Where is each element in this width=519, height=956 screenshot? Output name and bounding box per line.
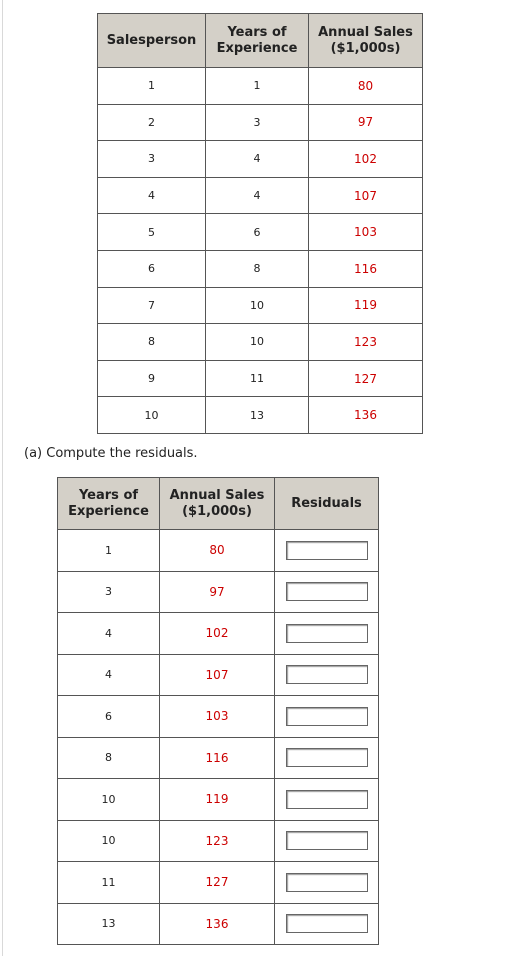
salesperson-cell: 8 <box>98 324 206 361</box>
table-row <box>58 696 379 738</box>
sales-cell: 123 <box>309 324 423 361</box>
residual-input[interactable] <box>286 541 368 560</box>
residuals-table <box>57 477 379 945</box>
sales-data-table <box>97 13 423 434</box>
residual-cell <box>275 654 379 696</box>
table-row <box>98 287 423 324</box>
years-cell: 8 <box>206 250 309 287</box>
sales-cell: 123 <box>160 820 275 862</box>
sales-cell: 116 <box>160 737 275 779</box>
sales-cell: 107 <box>160 654 275 696</box>
header-residuals: Residuals <box>275 478 379 530</box>
sales-cell: 97 <box>160 571 275 613</box>
table-row <box>98 177 423 214</box>
salesperson-cell: 7 <box>98 287 206 324</box>
table-row <box>58 571 379 613</box>
years-cell: 6 <box>58 696 160 738</box>
years-cell: 11 <box>206 360 309 397</box>
salesperson-cell: 3 <box>98 141 206 178</box>
salesperson-cell: 9 <box>98 360 206 397</box>
residual-input[interactable] <box>286 748 368 767</box>
table-row <box>58 903 379 945</box>
sales-cell: 97 <box>309 104 423 141</box>
salesperson-cell: 5 <box>98 214 206 251</box>
sales-cell: 107 <box>309 177 423 214</box>
years-cell: 1 <box>206 68 309 105</box>
sales-cell: 80 <box>309 68 423 105</box>
residual-input[interactable] <box>286 665 368 684</box>
residual-input[interactable] <box>286 624 368 643</box>
years-cell: 13 <box>206 397 309 434</box>
table-row <box>98 141 423 178</box>
sales-cell: 127 <box>309 360 423 397</box>
residual-cell <box>275 820 379 862</box>
years-cell: 3 <box>58 571 160 613</box>
years-cell: 1 <box>58 530 160 572</box>
sales-cell: 127 <box>160 862 275 904</box>
table-row <box>58 613 379 655</box>
sales-cell: 119 <box>309 287 423 324</box>
years-cell: 6 <box>206 214 309 251</box>
header-years-experience: Years of Experience <box>206 14 309 68</box>
years-cell: 10 <box>58 820 160 862</box>
years-cell: 4 <box>206 141 309 178</box>
residual-cell <box>275 530 379 572</box>
residual-cell <box>275 613 379 655</box>
header-annual-sales: Annual Sales ($1,000s) <box>160 478 275 530</box>
residual-input[interactable] <box>286 831 368 850</box>
sales-cell: 119 <box>160 779 275 821</box>
years-cell: 4 <box>58 613 160 655</box>
years-cell: 4 <box>58 654 160 696</box>
table-row <box>98 68 423 105</box>
table-row <box>98 250 423 287</box>
table-row <box>98 104 423 141</box>
header-annual-sales: Annual Sales ($1,000s) <box>309 14 423 68</box>
salesperson-cell: 10 <box>98 397 206 434</box>
sales-cell: 136 <box>160 903 275 945</box>
residual-cell <box>275 862 379 904</box>
sales-cell: 102 <box>160 613 275 655</box>
years-cell: 13 <box>58 903 160 945</box>
years-cell: 11 <box>58 862 160 904</box>
residual-cell <box>275 779 379 821</box>
table-row <box>58 779 379 821</box>
residual-input[interactable] <box>286 790 368 809</box>
residual-input[interactable] <box>286 707 368 726</box>
table-row <box>98 397 423 434</box>
residuals-header-row <box>58 478 379 530</box>
sales-cell: 136 <box>309 397 423 434</box>
salesperson-cell: 6 <box>98 250 206 287</box>
sales-cell: 103 <box>309 214 423 251</box>
residual-cell <box>275 696 379 738</box>
header-years-experience: Years of Experience <box>58 478 160 530</box>
salesperson-cell: 1 <box>98 68 206 105</box>
part-a-instruction: (a) Compute the residuals. <box>24 446 198 461</box>
header-salesperson: Salesperson <box>98 14 206 68</box>
table-row <box>58 654 379 696</box>
sales-data-header-row <box>98 14 423 68</box>
residual-cell <box>275 571 379 613</box>
sales-cell: 102 <box>309 141 423 178</box>
salesperson-cell: 2 <box>98 104 206 141</box>
sales-cell: 116 <box>309 250 423 287</box>
years-cell: 4 <box>206 177 309 214</box>
table-row <box>98 324 423 361</box>
years-cell: 10 <box>206 324 309 361</box>
table-row <box>58 530 379 572</box>
page-left-rule <box>2 0 3 956</box>
residual-cell <box>275 737 379 779</box>
table-row <box>58 737 379 779</box>
table-row <box>58 862 379 904</box>
residual-cell <box>275 903 379 945</box>
residual-input[interactable] <box>286 582 368 601</box>
years-cell: 10 <box>206 287 309 324</box>
sales-cell: 103 <box>160 696 275 738</box>
residual-input[interactable] <box>286 873 368 892</box>
sales-cell: 80 <box>160 530 275 572</box>
salesperson-cell: 4 <box>98 177 206 214</box>
years-cell: 10 <box>58 779 160 821</box>
years-cell: 8 <box>58 737 160 779</box>
years-cell: 3 <box>206 104 309 141</box>
table-row <box>98 214 423 251</box>
residual-input[interactable] <box>286 914 368 933</box>
table-row <box>58 820 379 862</box>
table-row <box>98 360 423 397</box>
